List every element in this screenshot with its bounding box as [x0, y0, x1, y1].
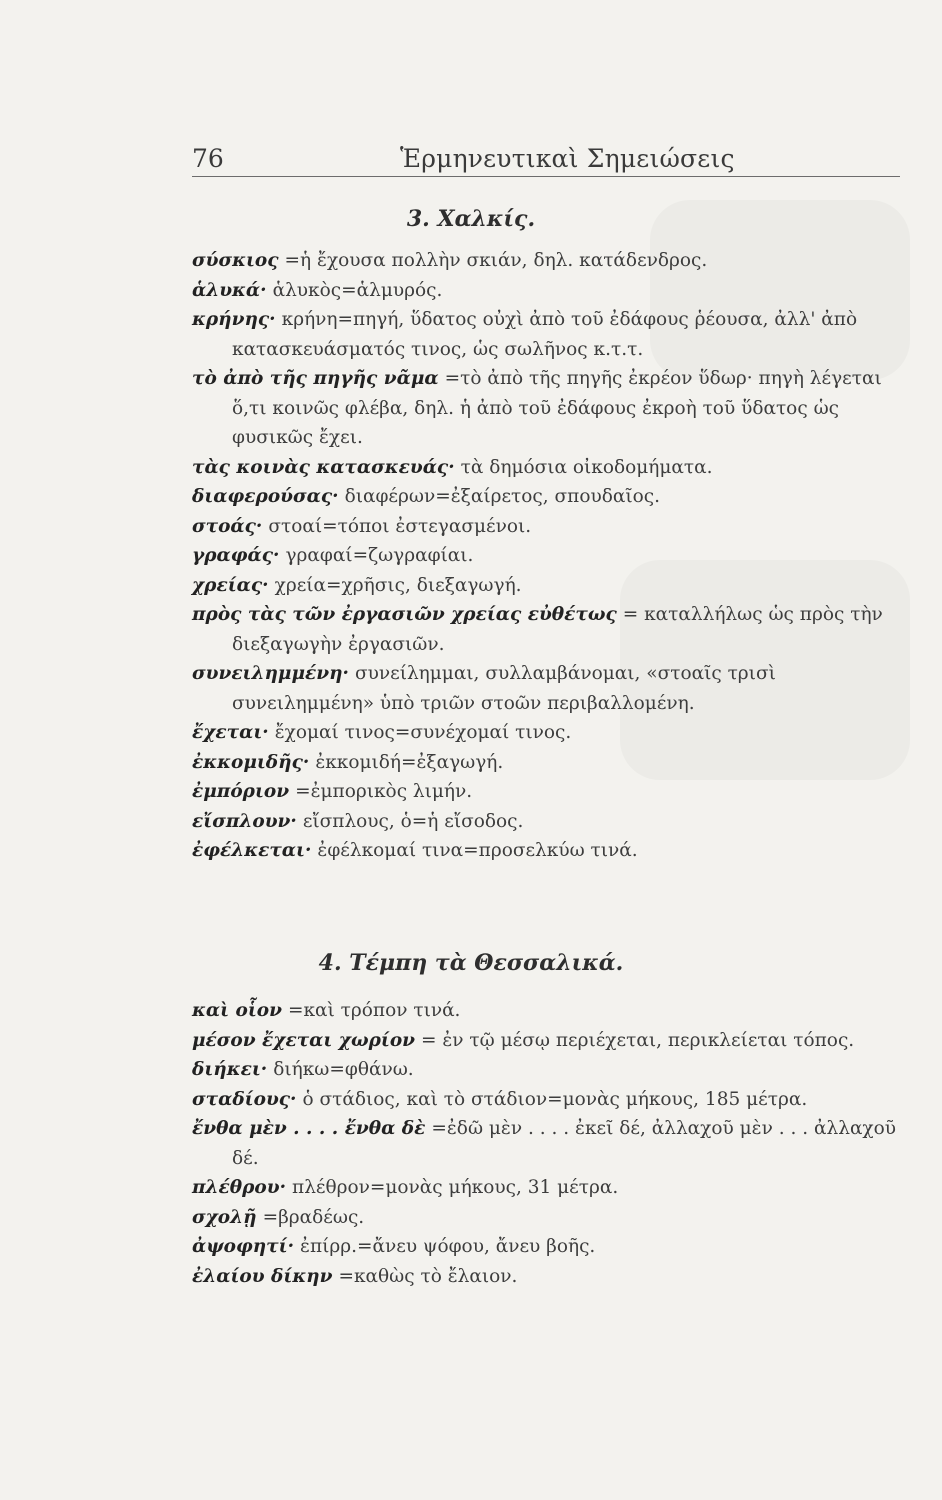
entry-lemma: πλέθρου· [192, 1177, 287, 1198]
glossary-entry [192, 1026, 904, 1056]
glossary-entry [192, 453, 904, 483]
entry-gloss: συνείλημμαι, συλλαμβάνομαι, «στοαῖς τρισὶ συνειλημμένη» ὑπὸ τριῶν στοῶν περιβαλλομένη. [232, 663, 776, 714]
entry-gloss: διήκω=φθάνω. [273, 1059, 414, 1080]
entry-lemma: κρήνης· [192, 309, 276, 330]
entry-gloss: χρεία=χρῆσις, διεξαγωγή. [274, 574, 522, 596]
entry-gloss: κρήνη=πηγή, ὕδατος οὐχὶ ἀπὸ τοῦ ἐδάφους ῥέουσα, ἀλλ' ἀπὸ κατασκευάσματός τινος, ὡς σωλῆνος κ.τ.τ. [232, 309, 858, 360]
entry-lemma: ἁλυκά· [192, 279, 267, 301]
glossary-entry [192, 600, 904, 659]
glossary-entry [192, 1085, 904, 1115]
page-header [192, 140, 900, 180]
entry-gloss: τὰ δημόσια οἰκοδομήματα. [460, 456, 713, 478]
header-rule [192, 176, 900, 177]
entry-lemma: ἐφέλκεται· [192, 840, 312, 861]
glossary-entry [192, 1232, 904, 1262]
glossary-entry [192, 364, 904, 453]
entry-gloss: ἔχομαί τινος=συνέχομαί τινος. [274, 722, 572, 743]
entry-gloss: = καταλλήλως ὡς πρὸς τὴν διεξαγωγὴν ἐργασιῶν. [232, 604, 883, 655]
entry-gloss: =βραδέως. [262, 1206, 365, 1228]
entry-lemma: στοάς· [192, 515, 263, 537]
entry-gloss: ὁ στάδιος, καὶ τὸ στάδιον=μονὰς μήκους, 185 μέτρα. [302, 1088, 808, 1110]
glossary-entry [192, 246, 904, 276]
entry-lemma: τὸ ἀπὸ τῆς πηγῆς νᾶμα [192, 368, 439, 389]
entry-gloss: ἐφέλκομαί τινα=προσελκύω τινά. [317, 840, 638, 861]
glossary-entry [192, 276, 904, 306]
entry-gloss: ἐπίρρ.=ἄνευ ψόφου, ἄνευ βοῆς. [300, 1236, 596, 1257]
glossary-entry [192, 807, 904, 837]
entry-gloss: =ἡ ἔχουσα πολλὴν σκιάν, δηλ. κατάδενδρος. [284, 250, 708, 271]
entry-lemma: χρείας· [192, 574, 269, 596]
glossary-entry [192, 305, 904, 364]
entry-lemma: πρὸς τὰς τῶν ἐργασιῶν χρείας εὐθέτως [192, 604, 617, 625]
entry-gloss: =ἐδῶ μὲν . . . . ἐκεῖ δέ, ἀλλαχοῦ μὲν . . . ἀλλαχοῦ δέ. [232, 1118, 897, 1169]
entry-lemma: μέσον ἔχεται χωρίον [192, 1029, 415, 1051]
glossary-list-tempe [192, 996, 904, 1291]
entry-lemma: ἔχεται· [192, 722, 269, 743]
glossary-entry [192, 1114, 904, 1173]
entry-lemma: ἐκκομιδῆς· [192, 751, 310, 773]
entry-gloss: πλέθρον=μονὰς μήκους, 31 μέτρα. [292, 1177, 619, 1198]
entry-gloss: εἴσπλους, ὁ=ἡ εἴσοδος. [302, 810, 524, 832]
glossary-entry [192, 996, 904, 1026]
glossary-entry [192, 659, 904, 718]
entry-lemma: ἐλαίου δίκην [192, 1265, 333, 1287]
entry-lemma: διαφερούσας· [192, 486, 339, 507]
entry-lemma: ἀψοφητί· [192, 1236, 295, 1257]
running-title: Ἑρμηνευτικαὶ Σημειώσεις [400, 144, 735, 173]
entry-gloss: =καθὼς τὸ ἔλαιον. [338, 1265, 518, 1287]
entry-gloss: = ἐν τῷ μέσῳ περιέχεται, περικλείεται τόπος. [421, 1029, 855, 1051]
entry-gloss: =ἐμπορικὸς λιμήν. [295, 781, 473, 802]
glossary-entry [192, 1055, 904, 1085]
glossary-entry [192, 1173, 904, 1203]
glossary-entry [192, 482, 904, 512]
entry-lemma: εἴσπλουν· [192, 810, 297, 832]
glossary-entry [192, 571, 904, 601]
entry-lemma: σχολῇ [192, 1206, 257, 1228]
entry-lemma: ἐμπόριον [192, 781, 290, 802]
section-heading-tempe: 4. Τέμπη τὰ Θεσσαλικά. [318, 950, 624, 976]
entry-lemma: σύσκιος [192, 250, 279, 271]
glossary-entry [192, 718, 904, 748]
entry-lemma: τὰς κοινὰς κατασκευάς· [192, 456, 455, 478]
glossary-entry [192, 541, 904, 571]
entry-lemma: ἔνθα μὲν . . . . ἔνθα δὲ [192, 1118, 426, 1139]
glossary-entry [192, 777, 904, 807]
glossary-entry [192, 1262, 904, 1292]
entry-gloss: διαφέρων=ἐξαίρετος, σπουδαῖος. [344, 486, 660, 507]
entry-gloss: ἐκκομιδή=ἐξαγωγή. [315, 751, 504, 773]
entry-gloss: =τὸ ἀπὸ τῆς πηγῆς ἐκρέον ὕδωρ· πηγὴ λέγεται ὅ,τι κοινῶς φλέβα, δηλ. ἡ ἀπὸ τοῦ ἐδάφους ἐκροὴ τοῦ ὕδατος ὡς φυσικῶς ἔχει. [232, 368, 882, 448]
glossary-entry [192, 748, 904, 778]
entry-lemma: συνειλημμένη· [192, 663, 349, 684]
glossary-entry [192, 1203, 904, 1233]
entry-lemma: γραφάς· [192, 545, 280, 566]
glossary-list-chalkis [192, 246, 904, 866]
glossary-entry [192, 836, 904, 866]
section-heading-chalkis: 3. Χαλκίς. [406, 206, 536, 232]
glossary-entry [192, 512, 904, 542]
entry-gloss: =καὶ τρόπον τινά. [287, 1000, 461, 1021]
page-number: 76 [192, 144, 224, 173]
entry-gloss: γραφαί=ζωγραφίαι. [285, 545, 474, 566]
entry-gloss: στοαί=τόποι ἐστεγασμένοι. [268, 515, 532, 537]
entry-lemma: διήκει· [192, 1059, 268, 1080]
entry-gloss: ἁλυκὸς=ἁλμυρός. [272, 279, 443, 301]
entry-lemma: καὶ οἷον [192, 1000, 282, 1021]
entry-lemma: σταδίους· [192, 1088, 297, 1110]
